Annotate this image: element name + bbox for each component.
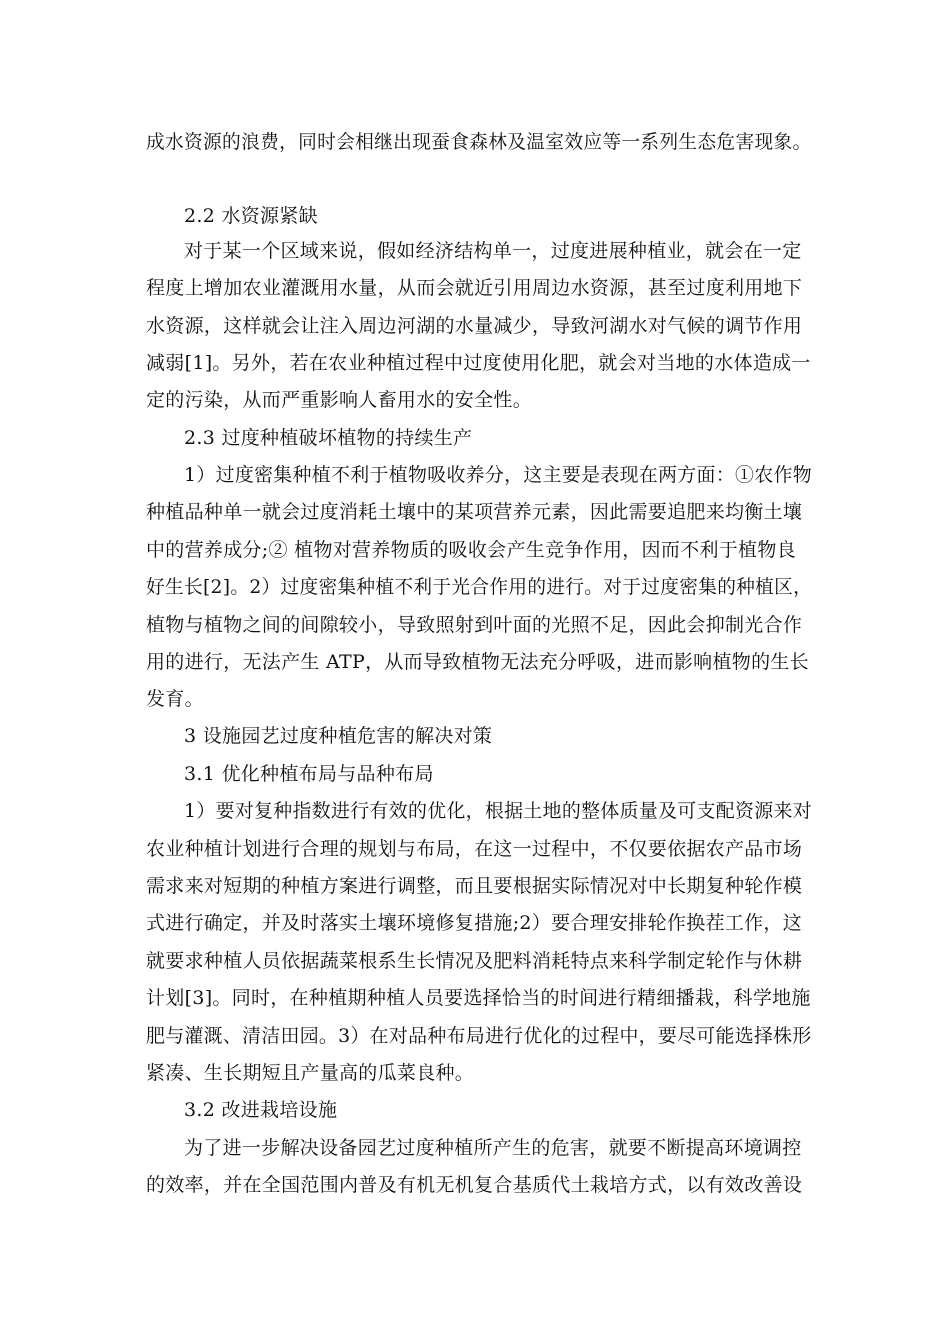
text-line: 计划[3]。同时，在种植期种植人员要选择恰当的时间进行精细播栽，科学地施 — [146, 987, 811, 1009]
section-heading-2-3: 2.3 过度种植破坏植物的持续生产 — [184, 427, 473, 449]
text-line: 式进行确定，并及时落实土壤环境修复措施;2）要合理安排轮作换茬工作，这 — [146, 912, 802, 934]
text-line: 植物与植物之间的间隙较小，导致照射到叶面的光照不足，因此会抑制光合作 — [146, 614, 803, 636]
section-heading-3: 3 设施园艺过度种植危害的解决对策 — [184, 725, 493, 747]
text-line: 好生长[2]。2）过度密集种植不利于光合作用的进行。对于过度密集的种植区， — [146, 576, 813, 598]
text-line: 紧凑、生长期短且产量高的瓜菜良种。 — [146, 1062, 475, 1084]
text-line: 用的进行，无法产生 ATP，从而导致植物无法充分呼吸，进而影响植物的生长 — [146, 651, 809, 673]
section-heading-2-2: 2.2 水资源紧缺 — [184, 205, 318, 227]
text-line: 减弱[1]。另外，若在农业种植过程中过度使用化肥，就会对当地的水体造成一 — [146, 352, 811, 374]
text-line: 为了进一步解决设备园艺过度种植所产生的危害，就要不断提高环境调控 — [184, 1137, 802, 1159]
text-line: 种植品种单一就会过度消耗土壤中的某项营养元素，因此需要追肥来均衡土壤 — [146, 501, 803, 523]
text-line: 中的营养成分;② 植物对营养物质的吸收会产生竞争作用，因而不利于植物良 — [146, 539, 796, 561]
section-heading-3-2: 3.2 改进栽培设施 — [184, 1099, 338, 1121]
text-line: 的效率，并在全国范围内普及有机无机复合基质代土栽培方式，以有效改善设 — [146, 1174, 803, 1196]
text-line: 定的污染，从而严重影响人畜用水的安全性。 — [146, 389, 533, 411]
text-line: 肥与灌溉、清洁田园。3）在对品种布局进行优化的过程中，要尽可能选择株形 — [146, 1025, 812, 1047]
text-line: 需求来对短期的种植方案进行调整，而且要根据实际情况对中长期复种轮作模 — [146, 875, 803, 897]
text-line: 程度上增加农业灌溉用水量，从而会就近引用周边水资源，甚至过度利用地下 — [146, 277, 803, 299]
text-line: 水资源，这样就会让注入周边河湖的水量减少，导致河湖水对气候的调节作用 — [146, 315, 803, 337]
text-line: 就要求种植人员依据蔬菜根系生长情况及肥料消耗特点来科学制定轮作与休耕 — [146, 950, 803, 972]
text-line: 成水资源的浪费，同时会相继出现蚕食森林及温室效应等一系列生态危害现象。 — [146, 131, 812, 153]
text-line: 发育。 — [146, 688, 204, 710]
section-heading-3-1: 3.1 优化种植布局与品种布局 — [184, 763, 434, 785]
text-line: 1）要对复种指数进行有效的优化，根据土地的整体质量及可支配资源来对 — [184, 800, 812, 822]
text-line: 1）过度密集种植不利于植物吸收养分，这主要是表现在两方面：①农作物 — [184, 464, 812, 486]
text-line: 农业种植计划进行合理的规划与布局，在这一过程中，不仅要依据农产品市场 — [146, 838, 803, 860]
text-line: 对于某一个区域来说，假如经济结构单一，过度进展种植业，就会在一定 — [184, 240, 802, 262]
